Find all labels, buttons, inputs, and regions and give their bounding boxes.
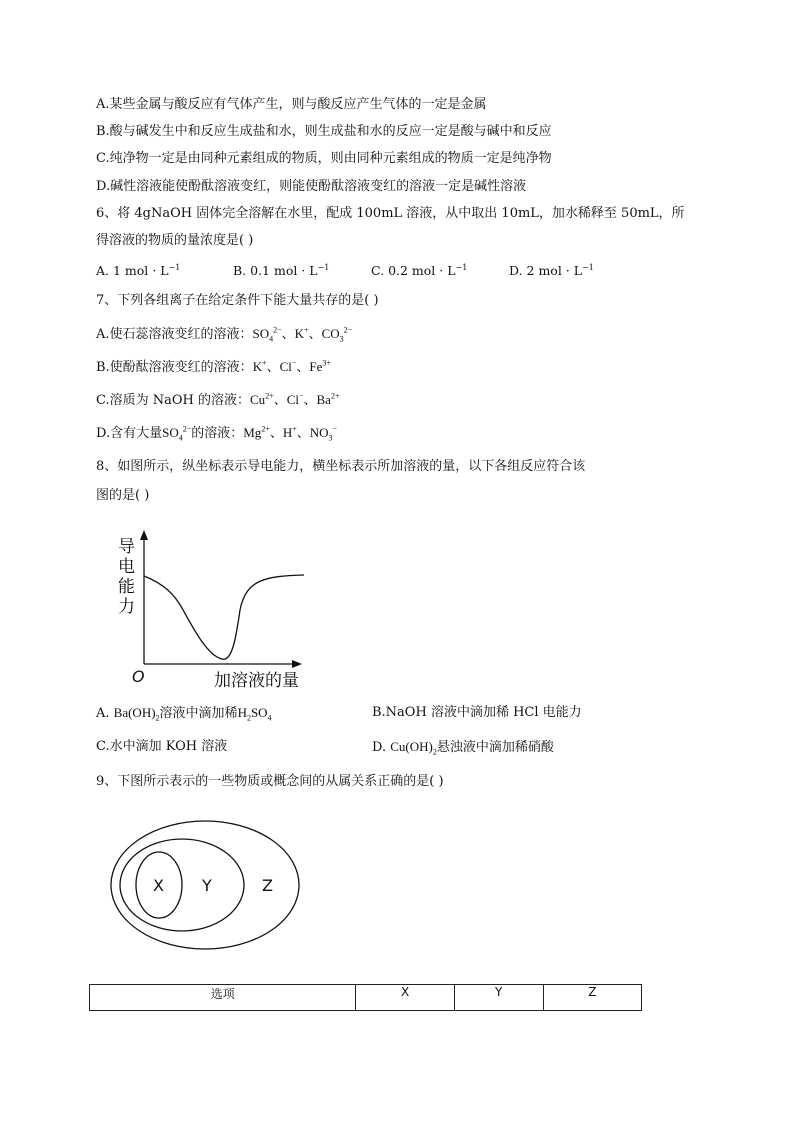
q8-stem-line2: 图的是( ) [96, 488, 150, 503]
q6-stem-line1: 6、将 4gNaOH 固体完全溶解在水里，配成 100mL 溶液，从中取出 10mL，加水稀释至 50mL，所 [96, 206, 685, 221]
q7-option-b: B.使酚酞溶液变红的溶液：K+、Cl−、$Fe^{3+}$ [96, 358, 331, 375]
q8-option-c: C.水中滴加 KOH 溶液 [96, 739, 228, 754]
table-header-cell: X [356, 985, 454, 1011]
y-axis-label-char: 电 [118, 557, 135, 577]
y-axis-label-char: 导 [118, 537, 135, 557]
y-axis-label-char: 能 [118, 577, 135, 597]
q8-option-b: B.NaOH 溶液中滴加稀 HCl 电能力 [372, 705, 582, 720]
x-axis-label: 加溶液的量 [214, 671, 299, 691]
label-x: X [153, 876, 164, 895]
y-axis-label-char: 力 [118, 597, 135, 617]
q6-option-c: C. 0.2 mol · $L^{-1}$ [371, 262, 468, 278]
x-axis-arrow-icon [292, 660, 302, 668]
q7-stem: 7、下列各组离子在给定条件下能大量共存的是( ) [96, 293, 379, 308]
q6-option-a: A. 1 mol · $L^{-1}$ [96, 262, 181, 278]
q8-option-d: D. $Cu(OH)_2$悬浊液中滴加稀硝酸 [372, 739, 554, 757]
q5-option-d: D.碱性溶液能使酚酞溶液变红，则能使酚酞溶液变红的溶液一定是碱性溶液 [96, 179, 527, 194]
table-header-cell: Z [543, 985, 641, 1011]
q6-option-b: B. 0.1 mol · $L^{-1}$ [233, 262, 330, 278]
q8-option-a: A. $Ba(OH)_2$溶液中滴加稀$H_2SO_4$ [96, 705, 272, 723]
q7-option-c: C.溶质为 NaOH 的溶液：$Cu^{2+}$、Cl−、$Ba^{2+}$ [96, 391, 340, 408]
conductivity-curve [144, 575, 304, 659]
origin-label: O [132, 667, 145, 686]
table-header-cell: 选项 [90, 985, 356, 1011]
label-z: Z [262, 876, 273, 895]
q5-option-a: A.某些金属与酸反应有气体产生，则与酸反应产生气体的一定是金属 [96, 97, 487, 112]
table-header-row [90, 985, 642, 1011]
q8-stem-line1: 8、如图所示，纵坐标表示导电能力，横坐标表示所加溶液的量，以下各组反应符合该 [96, 459, 586, 474]
set-relation-diagram [108, 818, 304, 952]
q6-option-d: D. 2 mol · $L^{-1}$ [509, 262, 594, 278]
y-axis-arrow-icon [140, 530, 148, 540]
label-y: Y [202, 876, 212, 895]
q7-option-d: D.含有大量$SO_4^{2-}$的溶液：$Mg^{2+}$、H+、$NO_3^-$ [96, 424, 338, 443]
q7-option-a: A.使石蕊溶液变红的溶液：$SO_4^{2-}$、K+、$CO_3^{2-}$ [96, 325, 353, 344]
q5-option-b: B.酸与碱发生中和反应生成盐和水，则生成盐和水的反应一定是酸与碱中和反应 [96, 124, 552, 139]
q9-stem: 9、下图所示表示的一些物质或概念间的从属关系正确的是( ) [96, 774, 444, 789]
conductivity-graph [110, 528, 320, 693]
q5-option-c: C.纯净物一定是由同种元素组成的物质，则由同种元素组成的物质一定是纯净物 [96, 151, 552, 166]
table-header-cell: Y [454, 985, 543, 1011]
q6-stem-line2: 得溶液的物质的量浓度是( ) [96, 233, 254, 248]
q9-options-table [89, 984, 642, 1011]
